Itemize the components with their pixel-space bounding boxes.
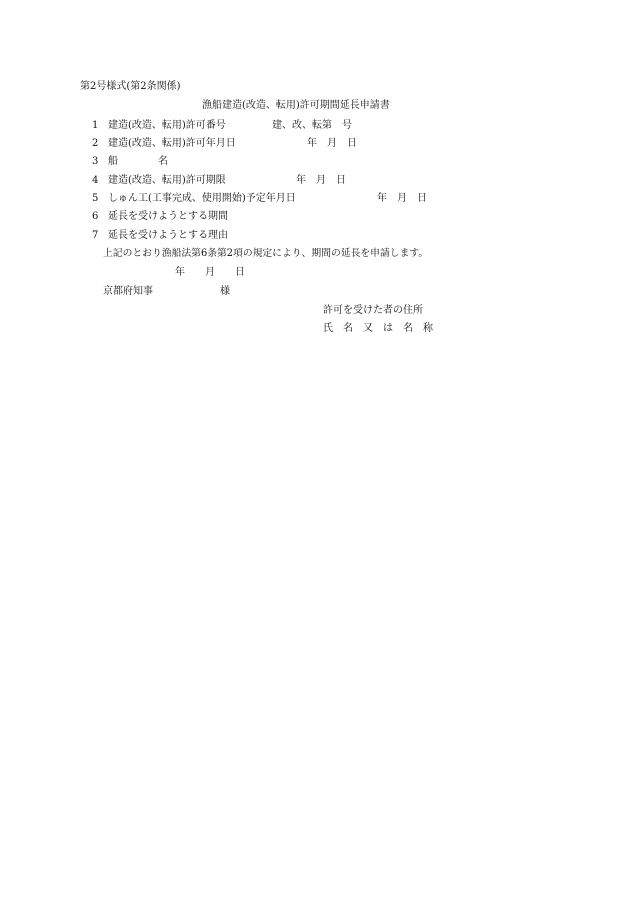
applicant-name-label: 氏 名 又 は 名 称 xyxy=(323,323,433,334)
item-4-label: 建造(改造、転用)許可期限 xyxy=(108,175,226,186)
item-3-number: 3 xyxy=(92,156,99,167)
item-1-value: 建、改、転第 号 xyxy=(272,120,352,131)
item-3-label: 船 名 xyxy=(108,156,168,167)
item-1-label: 建造(改造、転用)許可番号 xyxy=(108,120,226,131)
item-4-number: 4 xyxy=(92,175,99,186)
item-2-number: 2 xyxy=(92,138,99,149)
application-date-line: 年 月 日 xyxy=(175,267,245,278)
addressee-honorific: 様 xyxy=(220,286,230,297)
form-label: 第2号様式(第2条関係) xyxy=(80,81,181,92)
item-6-number: 6 xyxy=(92,211,99,222)
item-5-number: 5 xyxy=(92,193,99,204)
item-5-value: 年 月 日 xyxy=(377,193,427,204)
document-title: 漁船建造(改造、転用)許可期間延長申請書 xyxy=(202,100,390,111)
item-1-number: 1 xyxy=(92,120,99,131)
item-2-label: 建造(改造、転用)許可年月日 xyxy=(108,138,236,149)
application-statement: 上記のとおり漁船法第6条第2項の規定により、期間の延長を申請します。 xyxy=(103,248,429,259)
item-2-value: 年 月 日 xyxy=(307,138,357,149)
item-6-label: 延長を受けようとする期間 xyxy=(108,211,228,222)
addressee: 京都府知事 xyxy=(103,286,153,297)
item-4-value: 年 月 日 xyxy=(296,175,346,186)
item-7-label: 延長を受けようとする理由 xyxy=(108,230,228,241)
item-5-label: しゅん工(工事完成、使用開始)予定年月日 xyxy=(108,193,296,204)
item-7-number: 7 xyxy=(92,230,99,241)
applicant-address-label: 許可を受けた者の住所 xyxy=(323,305,423,316)
